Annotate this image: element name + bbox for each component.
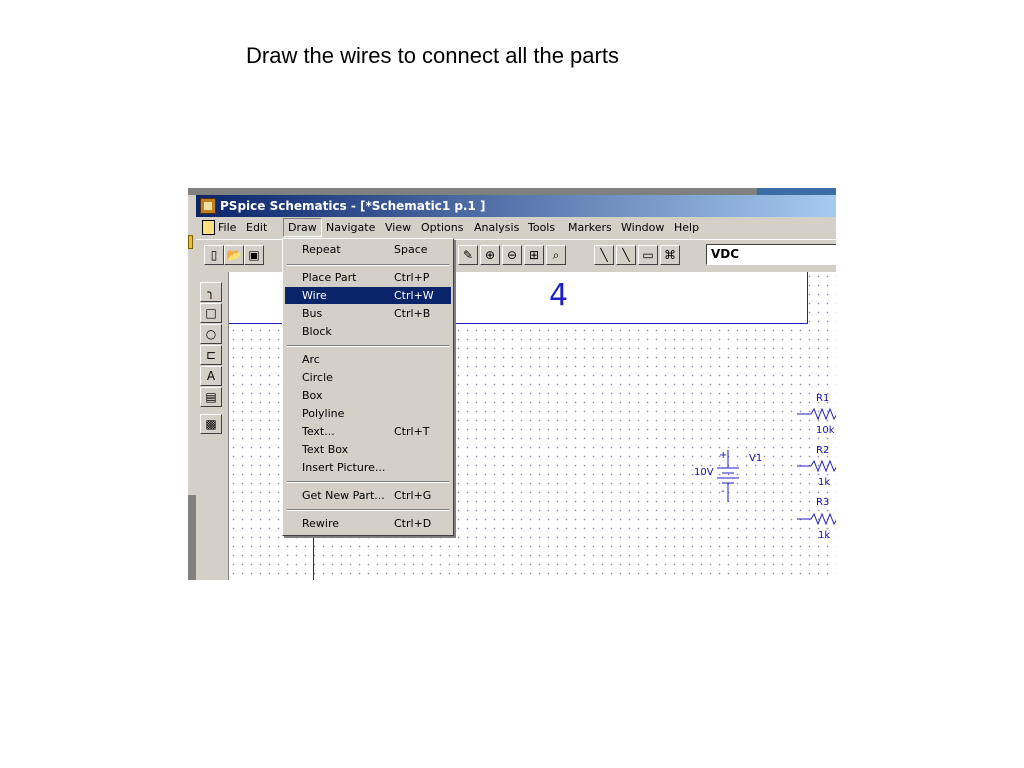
v1-minus-label: - bbox=[721, 486, 725, 497]
save-icon[interactable]: ▣ bbox=[244, 245, 264, 265]
menu-markers[interactable]: Markers bbox=[568, 221, 612, 234]
zoom-out-icon[interactable]: ⊖ bbox=[502, 245, 522, 265]
menu-options[interactable]: Options bbox=[421, 221, 464, 234]
page-number: 4 bbox=[549, 278, 569, 313]
menu-item-label: Box bbox=[302, 389, 323, 402]
r1-value-label: 10k bbox=[816, 425, 835, 436]
draw-bus-icon[interactable]: ╲ bbox=[616, 245, 636, 265]
menu-item-label: Insert Picture... bbox=[302, 461, 386, 474]
menu-item-get-new-part[interactable] bbox=[285, 487, 451, 504]
menu-item-box[interactable] bbox=[285, 387, 451, 404]
menu-draw[interactable]: Draw bbox=[283, 218, 322, 237]
title-bar[interactable] bbox=[196, 195, 836, 217]
marker-pencil-icon[interactable]: ✎ bbox=[458, 245, 478, 265]
box-tool-icon[interactable]: □ bbox=[200, 303, 222, 323]
menu-item-label: Bus bbox=[302, 307, 323, 320]
menu-item-circle[interactable] bbox=[285, 369, 451, 386]
window-title: PSpice Schematics - [*Schematic1 p.1 ] bbox=[220, 199, 486, 213]
r3-resistor-symbol[interactable] bbox=[797, 513, 836, 525]
menu-item-label: Arc bbox=[302, 353, 320, 366]
open-folder-icon[interactable]: 📂 bbox=[224, 245, 244, 265]
menu-item-wire[interactable] bbox=[285, 287, 451, 304]
menu-file[interactable]: File bbox=[218, 221, 237, 234]
v1-name-label: V1 bbox=[749, 453, 763, 464]
draw-menu bbox=[282, 238, 454, 536]
menu-tools[interactable]: Tools bbox=[528, 221, 556, 234]
partial-icon bbox=[188, 235, 193, 249]
draw-block-icon[interactable]: ▭ bbox=[638, 245, 658, 265]
v1-battery-symbol[interactable] bbox=[713, 448, 743, 504]
r1-resistor-symbol[interactable] bbox=[797, 408, 836, 420]
arc-tool-icon[interactable]: ╮ bbox=[200, 282, 222, 302]
r2-name-label: R2 bbox=[816, 445, 830, 456]
r2-value-label: 1k bbox=[818, 477, 831, 488]
zoom-in-icon[interactable]: ⊕ bbox=[480, 245, 500, 265]
left-edge bbox=[188, 195, 196, 580]
menu-bar bbox=[196, 217, 836, 239]
menu-item-label: Place Part bbox=[302, 271, 357, 284]
menu-item-label: Block bbox=[302, 325, 332, 338]
menu-item-label: Rewire bbox=[302, 517, 340, 530]
menu-item-shortcut: Ctrl+B bbox=[394, 307, 431, 320]
document-icon[interactable] bbox=[202, 220, 215, 235]
menu-item-insert-picture[interactable] bbox=[285, 459, 451, 476]
menu-item-rewire[interactable] bbox=[285, 515, 451, 532]
menu-window[interactable]: Window bbox=[621, 221, 665, 234]
menu-separator bbox=[287, 345, 449, 347]
menu-item-shortcut: Space bbox=[394, 243, 428, 256]
menu-item-label: Polyline bbox=[302, 407, 345, 420]
left-edge-shadow bbox=[188, 495, 196, 580]
menu-separator bbox=[287, 264, 449, 266]
menu-item-shortcut: Ctrl+T bbox=[394, 425, 430, 438]
menu-item-block[interactable] bbox=[285, 323, 451, 340]
desktop-strip bbox=[188, 188, 836, 195]
menu-analysis[interactable]: Analysis bbox=[474, 221, 520, 234]
menu-item-shortcut: Ctrl+G bbox=[394, 489, 432, 502]
menu-view[interactable]: View bbox=[385, 221, 412, 234]
desktop-background bbox=[757, 188, 836, 195]
r3-value-label: 1k bbox=[818, 530, 831, 541]
r2-resistor-symbol[interactable] bbox=[797, 460, 836, 472]
menu-item-text[interactable] bbox=[285, 423, 451, 440]
r1-name-label: R1 bbox=[816, 393, 830, 404]
menu-item-label: Text Box bbox=[302, 443, 349, 456]
menu-item-shortcut: Ctrl+W bbox=[394, 289, 434, 302]
part-name-input[interactable]: VDC bbox=[706, 244, 836, 265]
menu-item-text-box[interactable] bbox=[285, 441, 451, 458]
menu-item-bus[interactable] bbox=[285, 305, 451, 322]
menu-item-shortcut: Ctrl+D bbox=[394, 517, 432, 530]
v1-plus-label: + bbox=[719, 450, 728, 461]
menu-help[interactable]: Help bbox=[674, 221, 700, 234]
pspice-app-icon[interactable] bbox=[200, 198, 216, 214]
r3-name-label: R3 bbox=[816, 497, 830, 508]
menu-separator bbox=[287, 509, 449, 511]
menu-item-label: Text... bbox=[302, 425, 335, 438]
menu-item-label: Circle bbox=[302, 371, 333, 384]
menu-navigate[interactable]: Navigate bbox=[326, 221, 376, 234]
text-tool-icon[interactable]: A bbox=[200, 366, 222, 386]
zoom-fit-icon[interactable]: ⌕ bbox=[546, 245, 566, 265]
menu-edit[interactable]: Edit bbox=[246, 221, 268, 234]
menu-separator bbox=[287, 481, 449, 483]
circle-tool-icon[interactable]: ○ bbox=[200, 324, 222, 344]
draw-wire-icon[interactable]: ╲ bbox=[594, 245, 614, 265]
menu-item-label: Get New Part... bbox=[302, 489, 385, 502]
get-part-icon[interactable]: ⌘ bbox=[660, 245, 680, 265]
menu-item-arc[interactable] bbox=[285, 351, 451, 368]
v1-value-label: 10V bbox=[694, 467, 714, 478]
menu-item-label: Wire bbox=[302, 289, 327, 302]
new-file-icon[interactable]: ▯ bbox=[204, 245, 224, 265]
menu-item-shortcut: Ctrl+P bbox=[394, 271, 430, 284]
textbox-tool-icon[interactable]: ▤ bbox=[200, 387, 222, 407]
insert-picture-icon[interactable]: ▩ bbox=[200, 414, 222, 434]
menu-item-polyline[interactable] bbox=[285, 405, 451, 422]
slide-title: Draw the wires to connect all the parts bbox=[246, 43, 619, 68]
menu-item-place-part[interactable] bbox=[285, 269, 451, 286]
menu-item-repeat[interactable] bbox=[285, 241, 451, 258]
menu-item-label: Repeat bbox=[302, 243, 341, 256]
polyline-tool-icon[interactable]: ⊏ bbox=[200, 345, 222, 365]
drawing-tools-palette bbox=[196, 272, 229, 580]
zoom-area-icon[interactable]: ⊞ bbox=[524, 245, 544, 265]
